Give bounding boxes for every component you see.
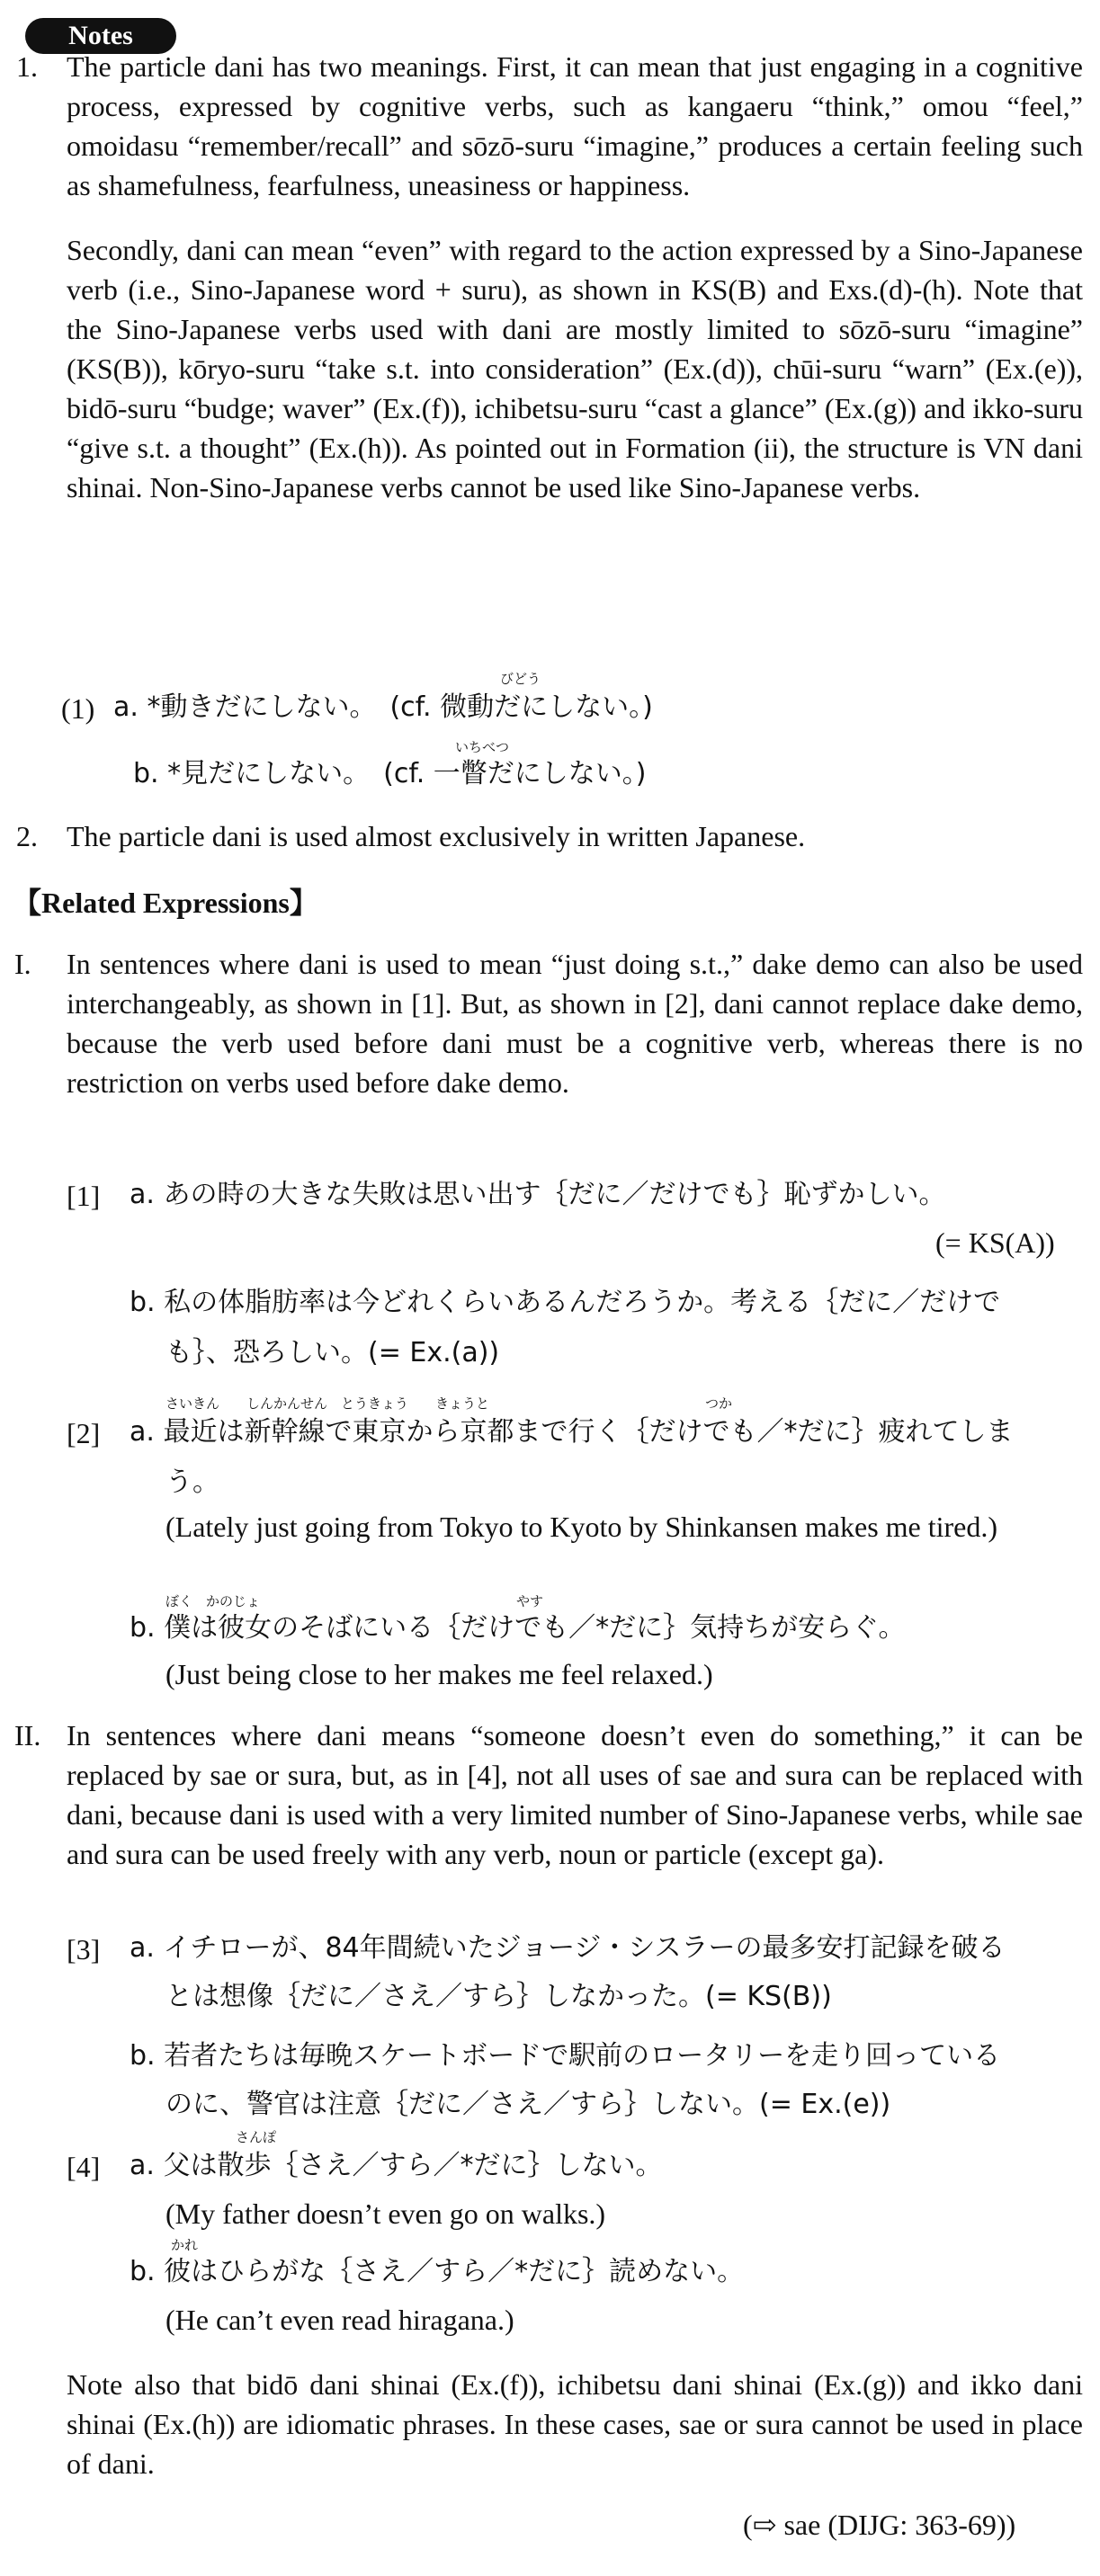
related-1-ex2a-translation: (Lately just going from Tokyo to Kyoto by Shinkansen makes me tired.) xyxy=(165,1511,998,1543)
ruby-ichibetsu: いちべつ xyxy=(455,739,510,755)
related-2-ex3a-line1: a. イチローが、84年間続いたジョージ・シスラーの最多安打記録を破る xyxy=(130,1932,1006,1964)
related-1-ex2a-line1: a. 最近は新幹線で東京から京都まで行く｛だけでも／*だに｝疲れてしま xyxy=(130,1416,1014,1448)
notes-badge: Notes xyxy=(25,18,176,54)
related-1-ex2-number: [2] xyxy=(67,1417,101,1449)
related-1-ex1b-line2: も｝、恐ろしい。(= Ex.(a)) xyxy=(165,1337,500,1368)
related-1-ex1a: a. あの時の大きな失敗は思い出す｛だに／だけでも｝恥ずかしい。 xyxy=(130,1179,946,1210)
related-1-ex2b-ruby: ぼく かのじょ やす xyxy=(165,1593,544,1609)
related-1-ex2b: b. 僕は彼女のそばにいる｛だけでも／*だに｝気持ちが安らぐ。 xyxy=(130,1612,906,1644)
ruby-sanpo: さんぽ xyxy=(236,2129,277,2145)
related-2-ex4a-translation: (My father doesn’t even go on walks.) xyxy=(165,2197,606,2230)
related-2-note: Note also that bidō dani shinai (Ex.(f)), ichibetsu dani shinai (Ex.(g)) and ikko dani shinai (Ex.(h)) are idiomatic phrases. In these cases, sae or sura cannot be used in place of dani. xyxy=(67,2368,1083,2480)
related-2-ex3-number: [3] xyxy=(67,1933,101,1965)
note-1-paragraph-1: The particle dani has two meanings. First, it can mean that just engaging in a cognitive process, expressed by cognitive verbs, such as kangaeru “think,” omou “feel,” omoidasu “remember/recall” and sōzō-suru “imagine,” produces a certain feeling such as shamefulness, fearfulness, uneasiness or happiness. xyxy=(67,50,1083,201)
related-2-ex4b: b. 彼はひらがな｛さえ／すら／*だに｝読めない。 xyxy=(130,2256,745,2287)
related-1-number: I. xyxy=(14,948,31,980)
related-2-ex4a: a. 父は散歩｛さえ／すら／*だに｝しない。 xyxy=(130,2150,663,2181)
related-2-ex3b-line2: のに、警官は注意｛だに／さえ／すら｝しない。(= Ex.(e)) xyxy=(165,2089,891,2120)
related-1-ex2a-ruby: さいきん しんかんせん とうきょう きょうと つか xyxy=(165,1395,733,1412)
related-2-ex3b-line1: b. 若者たちは毎晩スケートボードで駅前のロータリーを走り回っている xyxy=(130,2040,1001,2072)
note-1-paragraph-2: Secondly, dani can mean “even” with regard to the action expressed by a Sino-Japanese verb (i.e., Sino-Japanese word + suru), as shown in KS(B) and Exs.(d)-(h). Note that the Sino-Japanese verbs used with dani are mostly limited to sōzō-suru “imagine” (KS(B)), kōryo-suru “take s.t. into consideration” (Ex.(d)), chūi-suru “warn” (Ex.(e)), bidō-suru “budge; waver” (Ex.(f)), ichibetsu-suru “cast a glance” (Ex.(g)) and ikko-suru “give s.t. a thought” (Ex.(h)). As pointed out in Formation (ii), the structure is VN dani shinai. Non-Sino-Japanese verbs cannot be used like Sino-Japanese verbs. xyxy=(67,234,1083,504)
related-1-ex1a-ref: (= KS(A)) xyxy=(935,1226,1055,1259)
related-2-text: In sentences where dani means “someone doesn’t even do something,” it can be replaced by sae or sura, but, as in [4], not all uses of sae and sura can be replaced with dani, because dani is used with a very limited number of Sino-Japanese verbs, while sae and sura can be used freely with any verb, noun or particle (except ga). xyxy=(67,1719,1083,1870)
ruby-bido: びどう xyxy=(500,671,541,687)
note-2-number: 2. xyxy=(16,820,38,852)
related-expressions-heading: 【Related Expressions】 xyxy=(13,887,318,919)
related-1-ex1-number: [1] xyxy=(67,1180,101,1212)
related-2-ex4-number: [4] xyxy=(67,2151,101,2183)
related-1-ex2a-line2: う。 xyxy=(165,1466,219,1498)
related-2-ex4b-translation: (He can’t even read hiragana.) xyxy=(165,2304,514,2336)
ruby-kare: かれ xyxy=(171,2237,199,2253)
related-1-ex1b-line1: b. 私の体脂肪率は今どれくらいあるんだろうか。考える｛だに／だけで xyxy=(130,1287,1001,1318)
cross-reference: (⇨ sae (DIJG: 363-69)) xyxy=(743,2509,1016,2541)
note-2-text: The particle dani is used almost exclusively in written Japanese. xyxy=(67,820,806,852)
related-2-number: II. xyxy=(14,1719,41,1752)
note-1-number: 1. xyxy=(16,50,38,83)
related-1-text: In sentences where dani is used to mean “just doing s.t.,” dake demo can also be used interchangeably, as shown in [1]. But, as shown in [2], dani cannot replace dake demo, because the verb used before dani must be a cognitive verb, whereas there is no restriction on verbs used before dake demo. xyxy=(67,948,1083,1099)
note-1-example-number: (1) xyxy=(61,692,95,725)
note-1-example-b: b. *見だにしない。 (cf. 一瞥だにしない。) xyxy=(133,758,647,789)
related-1-ex2b-translation: (Just being close to her makes me feel relaxed.) xyxy=(165,1658,713,1690)
related-2-ex3a-line2: とは想像｛だに／さえ／すら｝しなかった。(= KS(B)) xyxy=(165,1981,832,2012)
note-1-example-a: a. *動きだにしない。 (cf. 微動だにしない。) xyxy=(113,691,653,723)
